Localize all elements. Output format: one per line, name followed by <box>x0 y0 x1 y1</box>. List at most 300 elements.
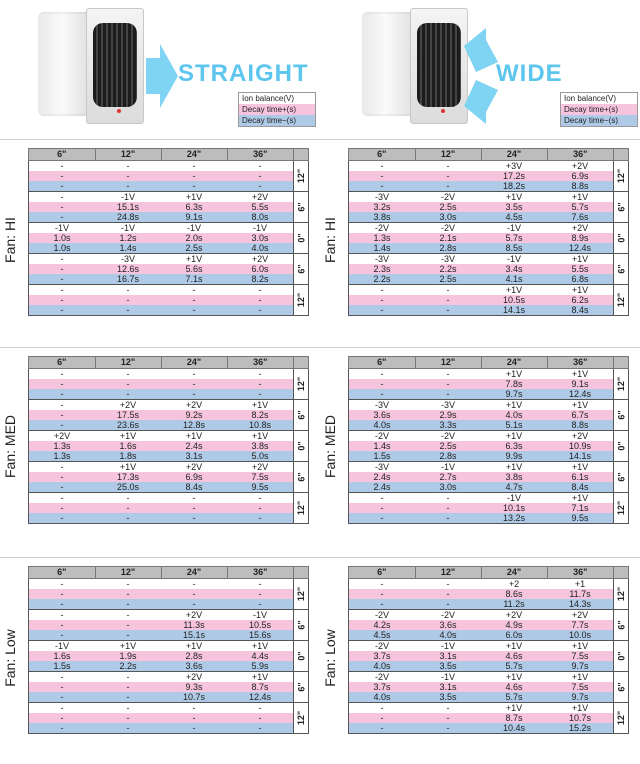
table-row <box>349 181 629 192</box>
table-cell: +1V <box>95 641 161 652</box>
distance-label <box>294 579 309 610</box>
table-cell: - <box>227 285 294 296</box>
table-cell: 8.4s <box>547 305 614 316</box>
distance-label <box>294 431 309 462</box>
column-header: 12" <box>415 357 481 369</box>
table-row <box>29 243 309 254</box>
table-cell: -1V <box>95 223 161 234</box>
table-cell: 15.1s <box>182 630 206 640</box>
table-cell: - <box>29 171 96 181</box>
table-cell: -3V <box>415 400 481 411</box>
table-row <box>29 641 309 652</box>
table-cell: - <box>29 472 96 482</box>
table-row <box>349 212 629 223</box>
table-cell: - <box>349 723 416 734</box>
table-cell: - <box>415 493 481 504</box>
table-row <box>29 223 309 234</box>
table-cell: 3.0s <box>251 233 269 243</box>
table-cell: 18.2s <box>502 181 526 191</box>
table-cell: 5.7s <box>505 233 523 243</box>
table-cell: - <box>29 503 96 513</box>
table-cell: 3.3s <box>439 420 457 430</box>
column-header: 36" <box>547 567 614 579</box>
table-cell: - <box>349 285 416 296</box>
table-cell: - <box>126 620 130 630</box>
table-cell: 2.7s <box>439 472 457 482</box>
table-cell: 9.7s <box>571 661 589 671</box>
table-cell: +1V <box>227 431 294 442</box>
table-row <box>29 451 309 462</box>
table-cell: 2.5s <box>439 441 457 451</box>
table-cell: 14.1s <box>568 451 592 461</box>
distance-label <box>294 192 309 223</box>
fan-speed-label: Fan: MED <box>2 414 18 478</box>
table-cell: 7.8s <box>505 379 523 389</box>
table-cell: 2.2s <box>349 274 416 285</box>
panel-straight-0 <box>0 144 320 346</box>
table-cell: 3.0s <box>439 482 457 492</box>
table-cell: 3.5s <box>439 661 457 671</box>
table-cell: 15.1s <box>116 202 140 212</box>
legend-ion-balance: Ion balance(V) <box>561 93 637 104</box>
table-cell: +1V <box>547 672 614 683</box>
table-cell: - <box>95 513 161 524</box>
column-header: 36" <box>227 149 294 161</box>
table-cell: 11.2s <box>503 599 525 609</box>
table-cell: 10.4s <box>481 723 547 734</box>
distance-label <box>614 223 629 254</box>
table-cell: - <box>29 161 96 172</box>
table-cell: +2V <box>227 462 294 473</box>
table-row <box>29 274 309 285</box>
table-cell: 5.5s <box>251 202 269 212</box>
panel-wide-5 <box>320 562 640 764</box>
table-cell: 5.7s <box>571 202 589 212</box>
table-cell: +2V <box>161 610 227 621</box>
table-cell: 6.8s <box>571 274 589 284</box>
table-cell: 6.2s <box>571 295 589 305</box>
ionizer-device-image <box>362 8 466 122</box>
table-cell: - <box>446 589 450 599</box>
table-cell: -3V <box>349 400 416 411</box>
table-cell: 8.0s <box>251 212 269 222</box>
table-cell: 11.3s <box>183 620 205 630</box>
table-cell: +1V <box>547 192 614 203</box>
distance-label-text: 6" <box>616 682 627 692</box>
table-cell: 1.9s <box>119 651 137 661</box>
table-cell: 8.7s <box>251 682 269 692</box>
table-cell: - <box>192 503 196 513</box>
table-cell: 7.1s <box>571 503 589 513</box>
table-cell: 1.5s <box>29 661 96 672</box>
table-cell: 5.7s <box>505 661 523 671</box>
table-cell: - <box>29 599 96 610</box>
table-cell: - <box>126 389 130 399</box>
table-cell: - <box>126 692 130 702</box>
table-cell: - <box>126 171 130 181</box>
table-cell: +2V <box>161 672 227 683</box>
panel-wide-3 <box>320 352 640 554</box>
table-cell: - <box>446 379 450 389</box>
table-cell: -2V <box>349 672 416 683</box>
table-cell: +1V <box>161 192 227 203</box>
table-cell: -1V <box>481 493 547 504</box>
table-cell: 25.0s <box>116 482 140 492</box>
table-cell: 7.1s <box>185 274 203 284</box>
table-row <box>349 472 629 482</box>
table-cell: - <box>258 295 262 305</box>
table-row <box>29 651 309 661</box>
table-cell: 10.9s <box>568 441 592 451</box>
table-cell: 2.4s <box>349 482 416 493</box>
table-cell: 15.6s <box>248 630 272 640</box>
table-cell: - <box>227 369 294 380</box>
table-cell: +1V <box>481 703 547 714</box>
column-header: 36" <box>227 567 294 579</box>
table-cell: 1.8s <box>119 451 137 461</box>
table-row <box>349 243 629 254</box>
table-cell: +2 <box>481 579 547 590</box>
distance-label <box>614 610 629 641</box>
distance-label <box>614 493 629 524</box>
section-divider <box>0 557 640 558</box>
table-cell: 7.5s <box>571 651 589 661</box>
table-row <box>349 651 629 661</box>
table-cell: 1.5s <box>349 451 416 462</box>
table-cell: 2.9s <box>439 410 457 420</box>
table-cell: -1V <box>227 610 294 621</box>
distance-label-text: 12" <box>616 168 627 184</box>
table-cell: - <box>446 713 450 723</box>
table-cell: +1V <box>547 493 614 504</box>
table-cell: - <box>446 389 450 399</box>
measurement-table <box>348 566 629 734</box>
table-cell: - <box>227 579 294 590</box>
table-cell: -3V <box>349 192 416 203</box>
column-header: 36" <box>547 357 614 369</box>
table-cell: 5.6s <box>185 264 203 274</box>
table-cell: - <box>349 379 416 389</box>
table-cell: 2.4s <box>349 472 416 482</box>
table-row <box>349 192 629 203</box>
table-cell: - <box>29 202 96 212</box>
table-cell: - <box>29 181 96 192</box>
table-cell: -2V <box>349 223 416 234</box>
distance-label <box>614 161 629 192</box>
column-header: 24" <box>481 567 547 579</box>
table-cell: +1V <box>481 192 547 203</box>
table-cell: - <box>126 589 130 599</box>
table-cell: 9.5s <box>251 482 269 492</box>
table-cell: - <box>29 482 96 493</box>
table-cell: - <box>29 285 96 296</box>
table-cell: +2V <box>161 462 227 473</box>
table-cell: - <box>29 192 96 203</box>
table-cell: - <box>29 713 96 723</box>
table-cell: 23.6s <box>116 420 140 430</box>
table-cell: 2.5s <box>439 274 457 284</box>
table-row <box>29 713 309 723</box>
table-cell: 12.4s <box>568 389 592 399</box>
table-cell: +1V <box>547 254 614 265</box>
distance-label-text: 6" <box>616 264 627 274</box>
table-cell: +1V <box>95 431 161 442</box>
table-cell: 8.8s <box>571 420 589 430</box>
table-cell: +2V <box>547 610 614 621</box>
table-row <box>29 285 309 296</box>
table-cell: -3V <box>95 254 161 265</box>
table-cell: -1V <box>415 641 481 652</box>
table-cell: +1V <box>481 431 547 442</box>
table-cell: 12.4s <box>248 692 272 702</box>
table-row <box>29 171 309 181</box>
legend <box>238 92 316 127</box>
table-cell: 9.7s <box>571 692 589 702</box>
table-cell: +3V <box>481 161 547 172</box>
table-cell: 8.8s <box>571 181 589 191</box>
table-cell: - <box>192 295 196 305</box>
legend-decay-plus: Decay time+(s) <box>561 104 637 115</box>
table-cell: - <box>349 513 416 524</box>
table-cell: 1.6s <box>119 441 137 451</box>
table-cell: - <box>95 369 161 380</box>
table-cell: 9.3s <box>185 682 203 692</box>
distance-label <box>294 493 309 524</box>
table-row <box>29 672 309 683</box>
table-cell: - <box>349 589 416 599</box>
distance-label <box>294 610 309 641</box>
table-cell: 6.3s <box>185 202 203 212</box>
column-header: 6" <box>349 149 416 161</box>
table-row <box>349 420 629 431</box>
table-cell: +1V <box>547 462 614 473</box>
table-cell: 2.0s <box>185 233 203 243</box>
table-row <box>349 682 629 692</box>
table-row <box>29 493 309 504</box>
table-cell: 5.7s <box>505 692 523 702</box>
table-cell: - <box>415 161 481 172</box>
table-cell: 4.6s <box>505 651 523 661</box>
legend-decay-plus: Decay time+(s) <box>239 104 315 115</box>
measurement-table <box>28 356 309 524</box>
table-cell: 4.7s <box>505 482 523 492</box>
section-divider <box>0 139 640 140</box>
table-cell: - <box>349 171 416 181</box>
table-row <box>29 295 309 305</box>
table-cell: - <box>258 589 262 599</box>
distance-label-text: 6" <box>296 620 307 630</box>
table-row <box>29 431 309 442</box>
table-cell: - <box>95 305 161 316</box>
fan-speed-label: Fan: Low <box>2 629 18 687</box>
table-cell: - <box>29 410 96 420</box>
table-cell: 7.7s <box>571 620 589 630</box>
table-cell: - <box>29 254 96 265</box>
table-cell: +1V <box>547 285 614 296</box>
fan-speed-label: Fan: MED <box>322 414 338 478</box>
table-cell: - <box>126 599 130 609</box>
distance-label <box>614 641 629 672</box>
table-cell: +1V <box>481 369 547 380</box>
panel-straight-4 <box>0 562 320 764</box>
table-cell: 2.8s <box>439 451 457 461</box>
distance-label <box>294 369 309 400</box>
table-cell: 9.5s <box>547 513 614 524</box>
table-cell: 2.8s <box>185 651 203 661</box>
table-row <box>349 161 629 172</box>
table-cell: 6.1s <box>571 472 589 482</box>
table-row <box>29 482 309 493</box>
table-cell: +1V <box>481 462 547 473</box>
column-header: 24" <box>161 149 227 161</box>
table-cell: -3V <box>349 254 416 265</box>
table-cell: - <box>349 369 416 380</box>
table-cell: - <box>95 493 161 504</box>
table-row <box>349 295 629 305</box>
table-cell: - <box>161 723 227 734</box>
fan-speed-label: Fan: Low <box>322 629 338 687</box>
table-cell: 2.4s <box>185 441 203 451</box>
table-cell: 1.6s <box>29 651 96 661</box>
table-cell: 3.2s <box>349 202 416 212</box>
table-cell: 3.7s <box>349 651 416 661</box>
table-cell: 6.0s <box>251 264 269 274</box>
table-row <box>349 441 629 451</box>
table-cell: 1.3s <box>29 441 96 451</box>
table-cell: 17.2s <box>502 171 526 181</box>
table-cell: 16.7s <box>116 274 140 284</box>
table-cell: +2V <box>95 400 161 411</box>
fan-speed-label: Fan: HI <box>2 217 18 263</box>
table-cell: - <box>126 503 130 513</box>
table-cell: - <box>227 493 294 504</box>
table-row <box>349 703 629 714</box>
table-cell: +1V <box>227 641 294 652</box>
distance-label <box>614 369 629 400</box>
column-header: 6" <box>29 567 96 579</box>
table-cell: 2.8s <box>439 243 457 253</box>
distance-label-text: 6" <box>616 620 627 630</box>
table-cell: 8.2s <box>251 410 269 420</box>
table-cell: - <box>161 305 227 316</box>
table-row <box>29 254 309 265</box>
section-divider <box>0 347 640 348</box>
table-cell: -2V <box>415 223 481 234</box>
table-cell: - <box>95 285 161 296</box>
table-row <box>349 493 629 504</box>
table-row <box>29 462 309 473</box>
table-row <box>29 420 309 431</box>
distance-label-text: 6" <box>296 202 307 212</box>
table-cell: 3.1s <box>185 451 203 461</box>
table-cell: - <box>349 161 416 172</box>
distance-label <box>614 462 629 493</box>
table-row <box>349 431 629 442</box>
distance-label <box>614 192 629 223</box>
table-cell: +1V <box>481 672 547 683</box>
table-cell: -3V <box>349 462 416 473</box>
table-cell: +2V <box>481 610 547 621</box>
distance-label <box>294 161 309 192</box>
table-row <box>349 589 629 599</box>
distance-label-text: 12" <box>296 500 307 516</box>
table-cell: 6.9s <box>571 171 589 181</box>
table-row <box>349 389 629 400</box>
distance-label <box>614 672 629 703</box>
table-cell: 2.5s <box>439 202 457 212</box>
table-row <box>29 212 309 223</box>
header-spacer <box>614 149 629 161</box>
table-cell: - <box>161 161 227 172</box>
table-cell: - <box>29 493 96 504</box>
measurement-table <box>28 148 309 316</box>
table-cell: - <box>95 161 161 172</box>
table-cell: -1V <box>29 223 96 234</box>
table-cell: -1V <box>481 223 547 234</box>
table-cell: - <box>29 305 96 316</box>
table-cell: - <box>349 493 416 504</box>
table-cell: - <box>29 703 96 714</box>
table-cell: 10.7s <box>182 692 206 702</box>
column-header: 6" <box>29 149 96 161</box>
table-cell: 2.2s <box>119 661 137 671</box>
table-cell: - <box>29 462 96 473</box>
table-cell: -1V <box>227 223 294 234</box>
distance-label-text: 12" <box>296 376 307 392</box>
distance-label-text: 0" <box>296 441 307 451</box>
distance-label <box>294 254 309 285</box>
table-cell: +1V <box>227 672 294 683</box>
table-cell: 10.1s <box>502 503 526 513</box>
table-row <box>349 503 629 513</box>
table-cell: - <box>29 620 96 630</box>
table-cell: 9.1s <box>571 379 589 389</box>
table-cell: 4.0s <box>349 420 416 431</box>
table-row <box>349 513 629 524</box>
table-cell: -1V <box>481 254 547 265</box>
ionizer-device-image <box>38 8 142 122</box>
table-cell: - <box>446 503 450 513</box>
table-cell: - <box>29 723 96 734</box>
table-cell: 3.0s <box>439 212 457 222</box>
column-header: 36" <box>547 149 614 161</box>
table-cell: - <box>349 305 416 316</box>
table-cell: -1V <box>415 462 481 473</box>
table-cell: - <box>192 389 196 399</box>
table-cell: - <box>349 503 416 513</box>
table-cell: +1V <box>481 285 547 296</box>
measurement-table <box>348 356 629 524</box>
table-cell: 12.4s <box>568 243 592 253</box>
table-cell: -2V <box>415 610 481 621</box>
table-cell: - <box>161 513 227 524</box>
table-cell: - <box>29 682 96 692</box>
distance-label <box>614 285 629 316</box>
table-row <box>29 441 309 451</box>
table-row <box>29 379 309 389</box>
table-cell: +1 <box>547 579 614 590</box>
table-cell: -1V <box>95 192 161 203</box>
table-cell: +1V <box>481 400 547 411</box>
distance-label <box>294 223 309 254</box>
table-row <box>349 579 629 590</box>
column-header: 12" <box>95 149 161 161</box>
distance-label-text: 12" <box>616 500 627 516</box>
table-row <box>29 181 309 192</box>
table-cell: +1V <box>547 641 614 652</box>
table-cell: 4.0s <box>349 661 416 672</box>
table-cell: 6.3s <box>505 441 523 451</box>
